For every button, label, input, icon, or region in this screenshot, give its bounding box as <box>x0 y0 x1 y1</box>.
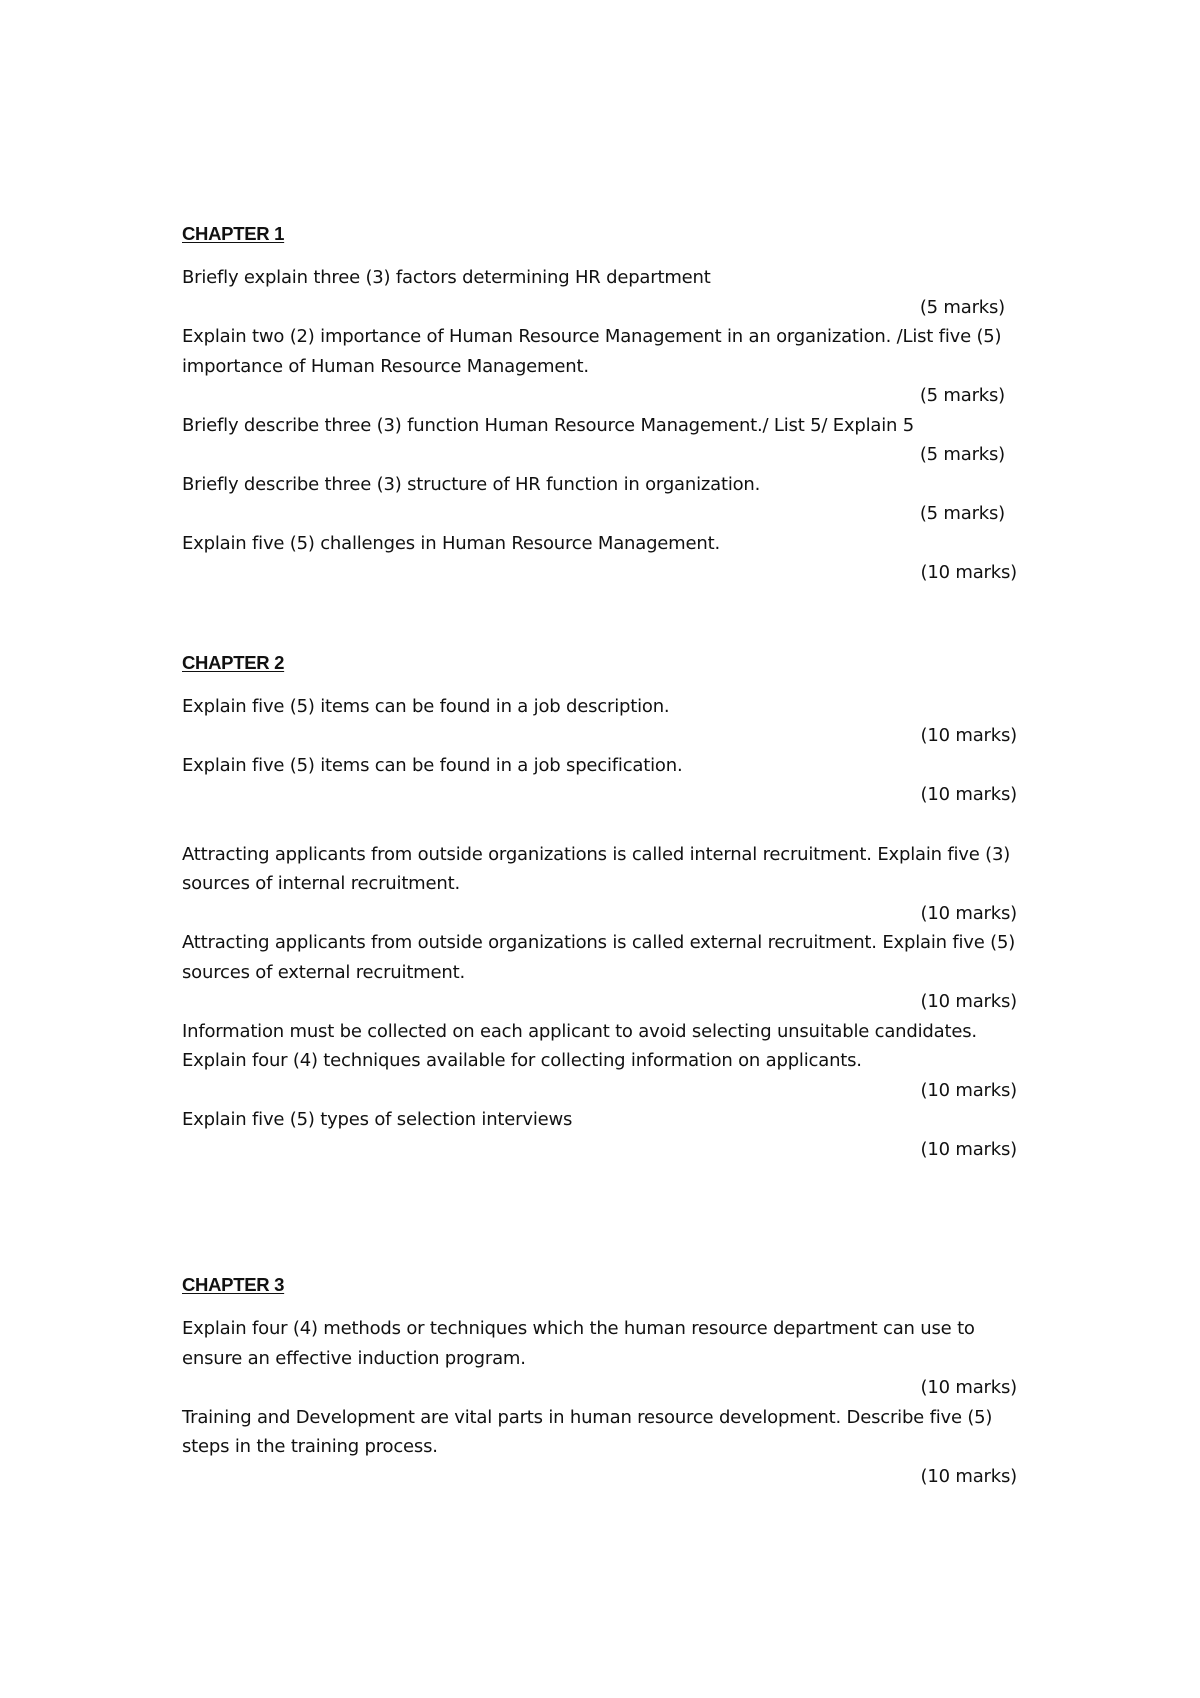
question-item <box>182 322 1017 411</box>
question-text: Briefly describe three (3) function Human Resource Management./ List 5/ Explain 5 <box>182 414 915 436</box>
question-text: Explain two (2) importance of Human Resource Management in an organization. /List five (5) importance of Human Resource Management. <box>182 326 1002 377</box>
question-item <box>182 1017 1017 1106</box>
question-text: Information must be collected on each applicant to avoid selecting unsuitable candidates. Explain four (4) techniques available for collecting information on applicants. <box>182 1020 977 1071</box>
question-marks: (10 marks) <box>920 1079 1017 1101</box>
question-marks: (10 marks) <box>920 562 1017 583</box>
question-item <box>182 411 1017 470</box>
question-text: Explain five (5) types of selection interviews <box>182 1109 573 1130</box>
question-text: Explain five (5) items can be found in a job description. <box>182 695 670 717</box>
question-item <box>182 529 1017 588</box>
question-text: Explain five (5) challenges in Human Resource Management. <box>182 532 720 554</box>
question-text: Attracting applicants from outside organizations is called external recruitment. Explain five (5) sources of external recruitment. <box>182 932 1016 983</box>
chapter-heading: CHAPTER 1 <box>182 223 285 244</box>
question-item <box>182 751 1017 810</box>
question-text: Briefly describe three (3) structure of HR function in organization. <box>182 473 761 495</box>
section-spacer <box>182 588 1017 648</box>
question-text: Explain five (5) items can be found in a job specification. <box>182 754 683 776</box>
question-item <box>182 692 1017 751</box>
question-marks: (10 marks) <box>920 991 1017 1012</box>
question-item <box>182 928 1017 1017</box>
chapter-3-section <box>182 1270 1017 1491</box>
question-marks: (10 marks) <box>920 1138 1017 1160</box>
question-spacer <box>182 810 1017 840</box>
question-marks: (10 marks) <box>920 784 1017 805</box>
question-text: Explain four (4) methods or techniques which the human resource department can use to ensure an effective induction program. <box>182 1318 975 1369</box>
question-marks: (5 marks) <box>919 444 1005 465</box>
chapter-2-section <box>182 648 1017 1165</box>
question-marks: (10 marks) <box>920 1377 1017 1398</box>
question-text: Attracting applicants from outside organizations is called internal recruitment. Explain five (3) sources of internal recruitment. <box>182 843 1011 894</box>
question-marks: (10 marks) <box>920 902 1017 924</box>
question-item <box>182 1105 1017 1164</box>
question-marks: (5 marks) <box>919 503 1005 524</box>
question-marks: (5 marks) <box>919 385 1005 406</box>
question-marks: (10 marks) <box>920 1465 1017 1487</box>
question-marks: (5 marks) <box>919 296 1005 318</box>
question-text: Briefly explain three (3) factors determining HR department <box>182 267 711 288</box>
chapter-heading: CHAPTER 2 <box>182 651 285 673</box>
question-item <box>182 263 1017 322</box>
document-content <box>182 219 1017 1491</box>
question-marks: (10 marks) <box>920 725 1017 746</box>
question-item <box>182 840 1017 929</box>
question-text: Training and Development are vital parts in human resource development. Describe five (5) steps in the training process. <box>182 1406 993 1457</box>
question-item <box>182 1403 1017 1492</box>
question-item <box>182 1314 1017 1403</box>
chapter-heading: CHAPTER 3 <box>182 1274 285 1295</box>
question-item <box>182 470 1017 529</box>
section-spacer <box>182 1164 1017 1270</box>
chapter-1-section <box>182 219 1017 588</box>
